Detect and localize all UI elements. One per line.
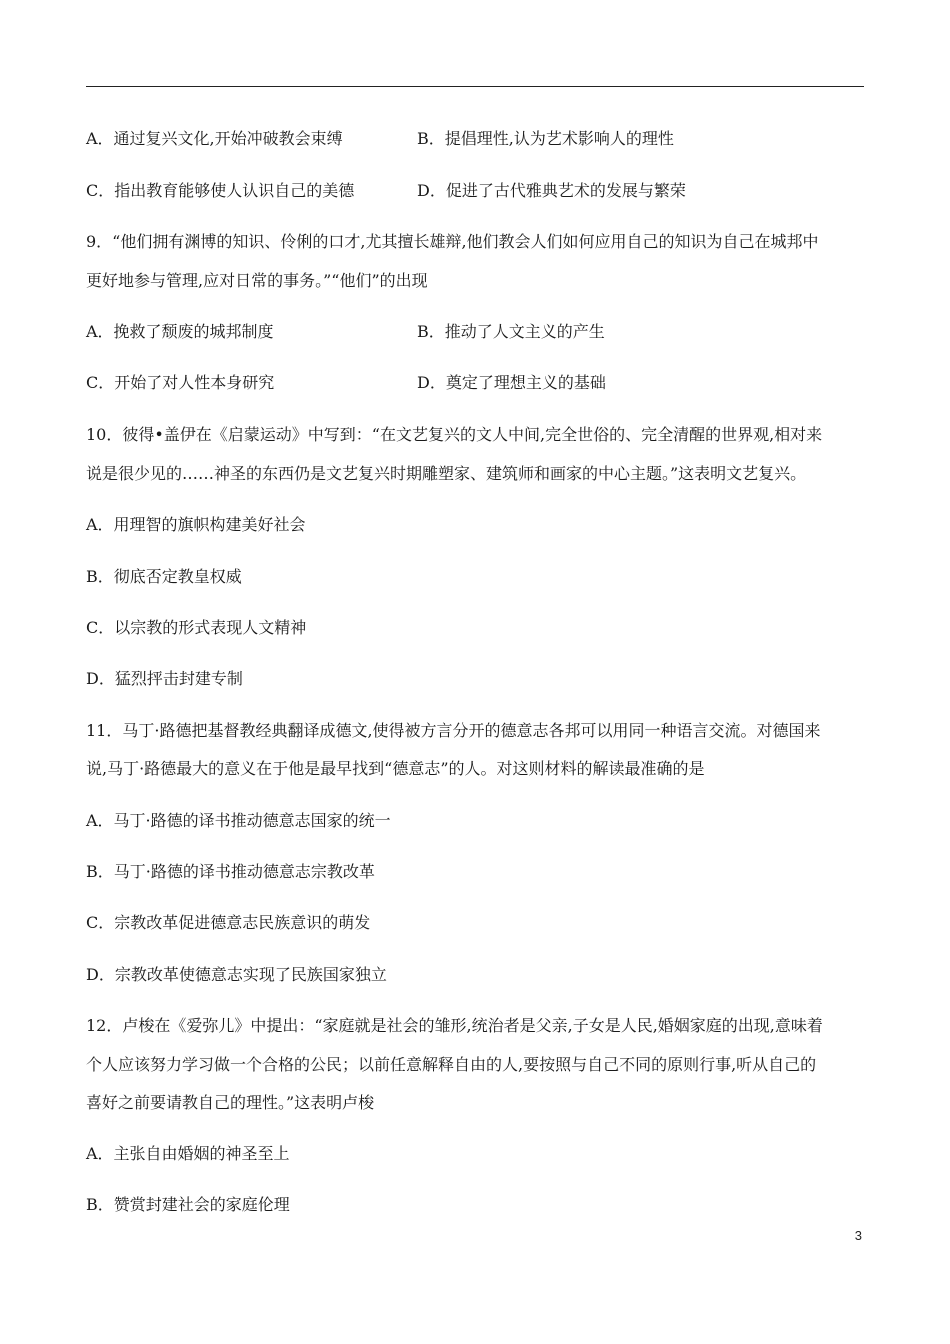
q9-option-b: B．推动了人文主义的产生 bbox=[417, 322, 605, 341]
q10-stem-line-2: 说是很少见的……神圣的东西仍是文艺复兴时期雕塑家、建筑师和画家的中心主题。”这表明文艺复兴。 bbox=[86, 464, 807, 483]
q10-option-b: B．彻底否定教皇权威 bbox=[86, 567, 242, 586]
q12-stem-line-3: 喜好之前要请教自己的理性。”这表明卢梭 bbox=[86, 1093, 375, 1112]
q12-option-b: B．赞赏封建社会的家庭伦理 bbox=[86, 1195, 290, 1214]
q9-option-c: C．开始了对人性本身研究 bbox=[86, 373, 275, 392]
q11-option-b: B．马丁·路德的译书推动德意志宗教改革 bbox=[86, 862, 375, 881]
q12-stem-line-2: 个人应该努力学习做一个合格的公民；以前任意解释自由的人,要按照与自己不同的原则行事,听从自己的 bbox=[86, 1055, 817, 1074]
q10-option-d: D．猛烈抨击封建专制 bbox=[86, 669, 243, 688]
q9-option-d: D．奠定了理想主义的基础 bbox=[417, 373, 606, 392]
q8-option-d: D．促进了古代雅典艺术的发展与繁荣 bbox=[417, 181, 686, 200]
q9-option-a: A．挽救了颓废的城邦制度 bbox=[86, 322, 274, 341]
page-number: 3 bbox=[854, 1228, 862, 1243]
q10-option-c: C．以宗教的形式表现人文精神 bbox=[86, 618, 307, 637]
q11-stem-line-2: 说,马丁·路德最大的意义在于他是最早找到“德意志”的人。对这则材料的解读最准确的是 bbox=[86, 759, 705, 778]
q9-stem-line-2: 更好地参与管理,应对日常的事务。”“他们”的出现 bbox=[86, 271, 428, 290]
q10-option-a: A．用理智的旗帜构建美好社会 bbox=[86, 515, 306, 534]
q9-stem-line-1: 9．“他们拥有渊博的知识、伶俐的口才,尤其擅长雄辩,他们教会人们如何应用自己的知识为自己在城邦中 bbox=[86, 232, 819, 251]
q12-option-a: A．主张自由婚姻的神圣至上 bbox=[86, 1144, 290, 1163]
header-rule bbox=[86, 86, 864, 87]
q8-option-b: B．提倡理性,认为艺术影响人的理性 bbox=[417, 129, 674, 148]
q10-stem-line-1: 10．彼得•盖伊在《启蒙运动》中写到：“在文艺复兴的文人中间,完全世俗的、完全清醒的世界观,相对来 bbox=[86, 425, 823, 444]
q8-option-c: C．指出教育能够使人认识自己的美德 bbox=[86, 181, 355, 200]
q11-option-a: A．马丁·路德的译书推动德意志国家的统一 bbox=[86, 811, 391, 830]
q11-stem-line-1: 11．马丁·路德把基督教经典翻译成德文,使得被方言分开的德意志各邦可以用同一种语言交流。对德国来 bbox=[86, 721, 821, 740]
q11-option-d: D．宗教改革使德意志实现了民族国家独立 bbox=[86, 965, 387, 984]
q11-option-c: C．宗教改革促进德意志民族意识的萌发 bbox=[86, 913, 371, 932]
q12-stem-line-1: 12．卢梭在《爱弥儿》中提出：“家庭就是社会的雏形,统治者是父亲,子女是人民,婚姻家庭的出现,意味着 bbox=[86, 1016, 823, 1035]
q8-option-a: A．通过复兴文化,开始冲破教会束缚 bbox=[86, 129, 343, 148]
